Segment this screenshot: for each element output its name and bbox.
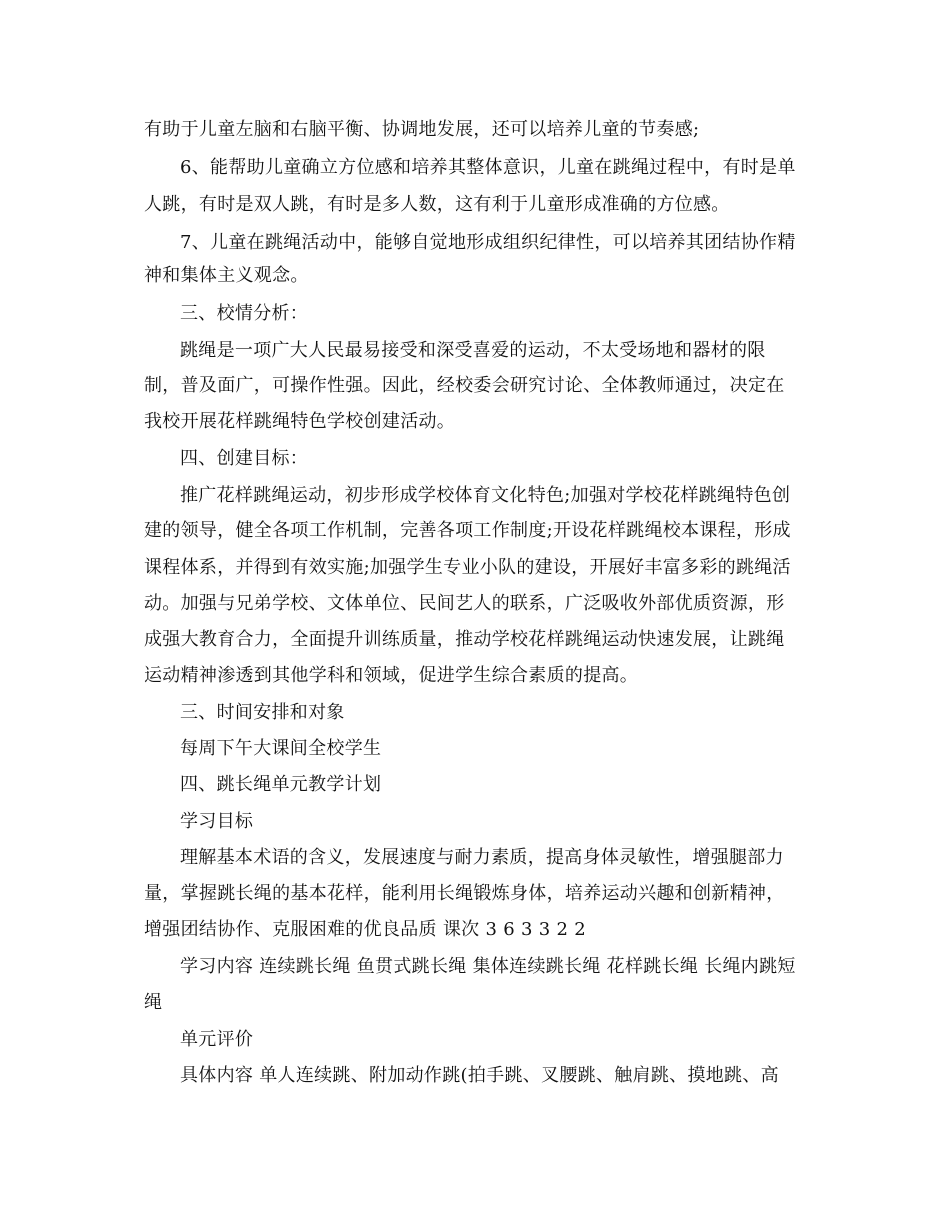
section-heading: 四、跳长绳单元教学计划 — [180, 774, 382, 795]
subheading: 学习目标 — [180, 811, 254, 832]
text-line: 6、能帮助儿童确立方位感和培养其整体意识，儿童在跳绳过程中，有时是单 — [180, 157, 796, 178]
text-line: 建的领导，健全各项工作机制，完善各项工作制度;开设花样跳绳校本课程，形成 — [144, 520, 791, 541]
text-line: 增强团结协作、克服困难的优良品质 课次 3 6 3 3 2 2 — [144, 919, 587, 940]
text-line: 神和集体主义观念。 — [144, 265, 309, 286]
text-line: 人跳，有时是双人跳，有时是多人数，这有利于儿童形成准确的方位感。 — [144, 194, 730, 215]
text-line: 动。加强与兄弟学校、文体单位、民间艺人的联系，广泛吸收外部优质资源，形 — [144, 593, 785, 614]
text-line: 推广花样跳绳运动，初步形成学校体育文化特色;加强对学校花样跳绳特色创 — [180, 485, 791, 506]
text-line: 制，普及面广，可操作性强。因此，经校委会研究讨论、全体教师通过，决定在 — [144, 375, 785, 396]
text-line: 7、儿童在跳绳活动中，能够自觉地形成组织纪律性，可以培养其团结协作精 — [180, 232, 796, 253]
text-line: 每周下午大课间全校学生 — [180, 738, 382, 759]
text-line: 成强大教育合力，全面提升训练质量，推动学校花样跳绳运动快速发展，让跳绳 — [144, 629, 785, 650]
section-heading: 三、校情分析： — [180, 303, 309, 324]
text-line: 我校开展花样跳绳特色学校创建活动。 — [144, 411, 456, 432]
text-line: 跳绳是一项广大人民最易接受和深受喜爱的运动，不太受场地和器材的限 — [180, 340, 766, 361]
subheading: 单元评价 — [180, 1029, 254, 1050]
text-line: 课程体系，并得到有效实施;加强学生专业小队的建设，开展好丰富多彩的跳绳活 — [144, 557, 791, 578]
text-line: 有助于儿童左脑和右脑平衡、协调地发展，还可以培养儿童的节奏感; — [144, 119, 700, 140]
text-line: 具体内容 单人连续跳、附加动作跳(拍手跳、叉腰跳、触肩跳、摸地跳、高 — [180, 1065, 779, 1086]
text-line: 运动精神渗透到其他学科和领域，促进学生综合素质的提高。 — [144, 665, 639, 686]
text-line: 理解基本术语的含义，发展速度与耐力素质，提高身体灵敏性，增强腿部力 — [180, 847, 784, 868]
section-heading: 三、时间安排和对象 — [180, 702, 345, 723]
text-line: 量，掌握跳长绳的基本花样，能利用长绳锻炼身体，培养运动兴趣和创新精神， — [144, 883, 785, 904]
text-line: 绳 — [144, 992, 163, 1013]
section-heading: 四、创建目标： — [180, 448, 309, 469]
text-line: 学习内容 连续跳长绳 鱼贯式跳长绳 集体连续跳长绳 花样跳长绳 长绳内跳短 — [180, 956, 796, 977]
